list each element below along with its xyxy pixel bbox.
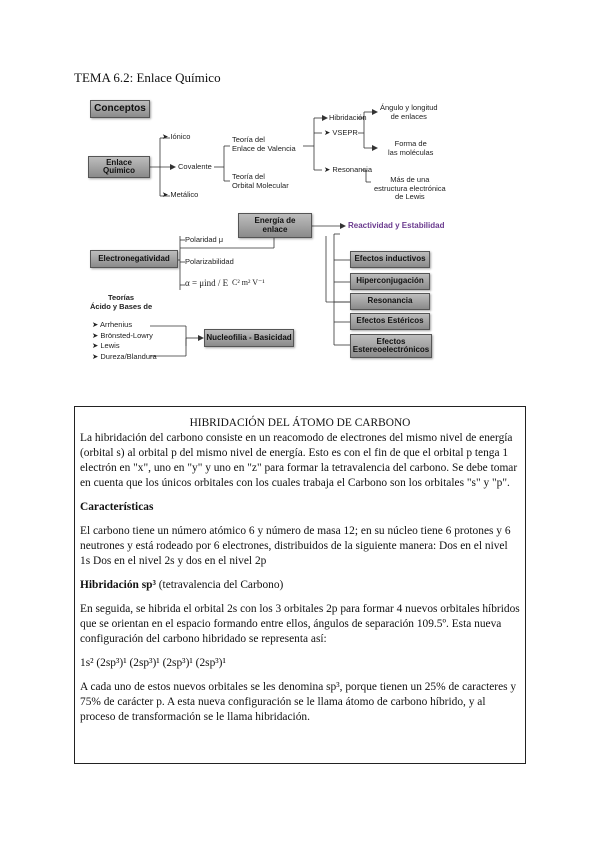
list-item [92, 341, 157, 352]
angulo-longitud-label [380, 104, 438, 121]
arrow-icon: ➤ [324, 128, 331, 137]
arrow-icon: ➤ [162, 132, 169, 141]
forma-line1: Forma de [394, 139, 427, 148]
covalente-label: Covalente [178, 162, 212, 171]
arrow-icon: ➤ [92, 330, 99, 340]
sp3-subtitle: (tetravalencia del Carbono) [155, 579, 284, 591]
energia-line2: enlace [262, 224, 288, 234]
teoria-ev-line1: Teoría del [232, 135, 265, 144]
resonancia-box: Resonancia [350, 293, 430, 310]
teorias-line2: Ácido y Bases de [90, 301, 153, 311]
mas-estructura-label [374, 176, 446, 202]
arrhenius-text: Arrhenius [99, 320, 133, 329]
alpha-formula: α = μind / E [185, 278, 229, 288]
alpha-units: C² m² V⁻¹ [232, 278, 265, 287]
conceptos-box: Conceptos [90, 100, 150, 118]
section-title: HIBRIDACIÓN DEL ÁTOMO DE CARBONO [189, 417, 411, 429]
energia-enlace-box [238, 213, 312, 238]
lewis-text: Lewis [100, 341, 120, 350]
mas-line1: Más de una [390, 175, 430, 184]
final-paragraph: A cada uno de estos nuevos orbitales se les denomina sp³, porque tienen un 25% de caracteres y 75% de carácter p. A esta nueva configuración se le llama átomo de carbono híbrido, y al proceso de transformación se le llama hibridación. [80, 681, 517, 723]
arrow-icon: ➤ [92, 320, 99, 329]
sp3-heading: Hibridación sp³ [80, 579, 156, 591]
arrow-icon: ➤ [162, 190, 169, 199]
hibridacion-label: Hibridación [329, 113, 367, 122]
nucleofilia-box: Nucleofilia - Basicidad [204, 329, 294, 347]
teoria-orbital-molecular [232, 173, 289, 190]
teorias-line1: Teorías [107, 293, 135, 302]
concept-map [0, 0, 600, 380]
list-item [92, 320, 157, 331]
teoria-ev-line2: Enlace de Valencia [232, 143, 296, 153]
forma-moleculas-label [388, 140, 433, 157]
arrow-icon: ➤ [92, 341, 99, 350]
efectos-estereoelectronicos-box [350, 334, 432, 358]
list-item [92, 331, 157, 342]
teorias-acido-bases [90, 294, 152, 311]
topic-heading: TEMA 6.2: Enlace Químico [74, 70, 221, 85]
vsepr-text: VSEPR [332, 128, 358, 137]
mas-line2: estructura electrónica [374, 183, 446, 193]
metalico-label [162, 191, 198, 200]
teoria-enlace-valencia [232, 136, 296, 153]
arrow-icon: ➤ [324, 165, 331, 174]
efectos-inductivos-box: Efectos inductivos [350, 251, 430, 268]
resonancia-text: Resonancia [332, 165, 372, 174]
hiperconjugacion-box: Hiperconjugación [350, 273, 430, 290]
angulo-line1: Ángulo y longitud [380, 103, 438, 112]
electronegatividad-box: Electronegatividad [90, 250, 178, 268]
characteristics-paragraph: El carbono tiene un número atómico 6 y número de masa 12; en su núcleo tiene 6 protones y 6 neutrones y está rodeado por 6 electrones, distribuidos de la siguiente manera: Dos en el nivel 1s Dos en el nivel 2s y dos en el nivel 2p [80, 525, 511, 567]
characteristics-heading: Características [80, 501, 154, 513]
intro-paragraph: La hibridación del carbono consiste en un reacomodo de electrones del mismo nivel de energía (orbital s) al orbital p del mismo nivel de energía. Esto es con el fin de que el orbital p tenga 1 electrón en "x", uno en "y" y uno en "z" para formar la tetravalencia del carbono. Se debe tomar en cuenta que los únicos orbitales con los cuales trabaja el Carbono son los orbitales "s" y "p". [80, 432, 518, 489]
resonancia-label [324, 166, 372, 175]
reactividad-label: Reactividad y Estabilidad [348, 221, 445, 230]
list-item [92, 352, 157, 363]
teoria-om-line2: Orbital Molecular [232, 180, 289, 190]
ionico-text: Iónico [170, 132, 191, 141]
acid-base-list [92, 320, 157, 362]
arrow-icon: ➤ [92, 351, 99, 361]
hibridacion-text-box [74, 406, 526, 764]
metalico-text: Metálico [170, 190, 199, 199]
energia-line1: Energía de [254, 216, 296, 226]
sp3-heading-line [80, 578, 520, 593]
ionico-label [162, 133, 190, 142]
forma-line2: las moléculas [388, 147, 434, 157]
configuration-line: 1s² (2sp³)¹ (2sp³)¹ (2sp³)¹ (2sp³)¹ [80, 657, 226, 669]
estereo-line1: Efectos [376, 336, 406, 346]
dureza-text: Dureza/Blandura [100, 351, 157, 361]
mas-line3: de Lewis [395, 192, 425, 202]
vsepr-label [324, 129, 358, 138]
efectos-estericos-box: Efectos Estéricos [350, 313, 430, 330]
enlace-quimico-box: Enlace Químico [88, 156, 150, 178]
teoria-om-line1: Teoría del [232, 172, 265, 181]
angulo-line2: de enlaces [390, 111, 427, 121]
connector-lines [0, 0, 600, 380]
polarizabilidad-label: Polarizabilidad [185, 257, 234, 266]
polaridad-label: Polaridad μ [185, 235, 224, 244]
bronsted-text: Brönsted-Lowry [100, 330, 153, 340]
estereo-line2: Estereoelectrónicos [352, 345, 430, 354]
sp3-paragraph: En seguida, se hibrida el orbital 2s con los 3 orbitales 2p para formar 4 nuevos orbitales híbridos que se orientan en el espacio formando entre ellos, ángulos de separación 109.5º. Esta nueva configuración del carbono hibridado se representa así: [80, 603, 520, 645]
